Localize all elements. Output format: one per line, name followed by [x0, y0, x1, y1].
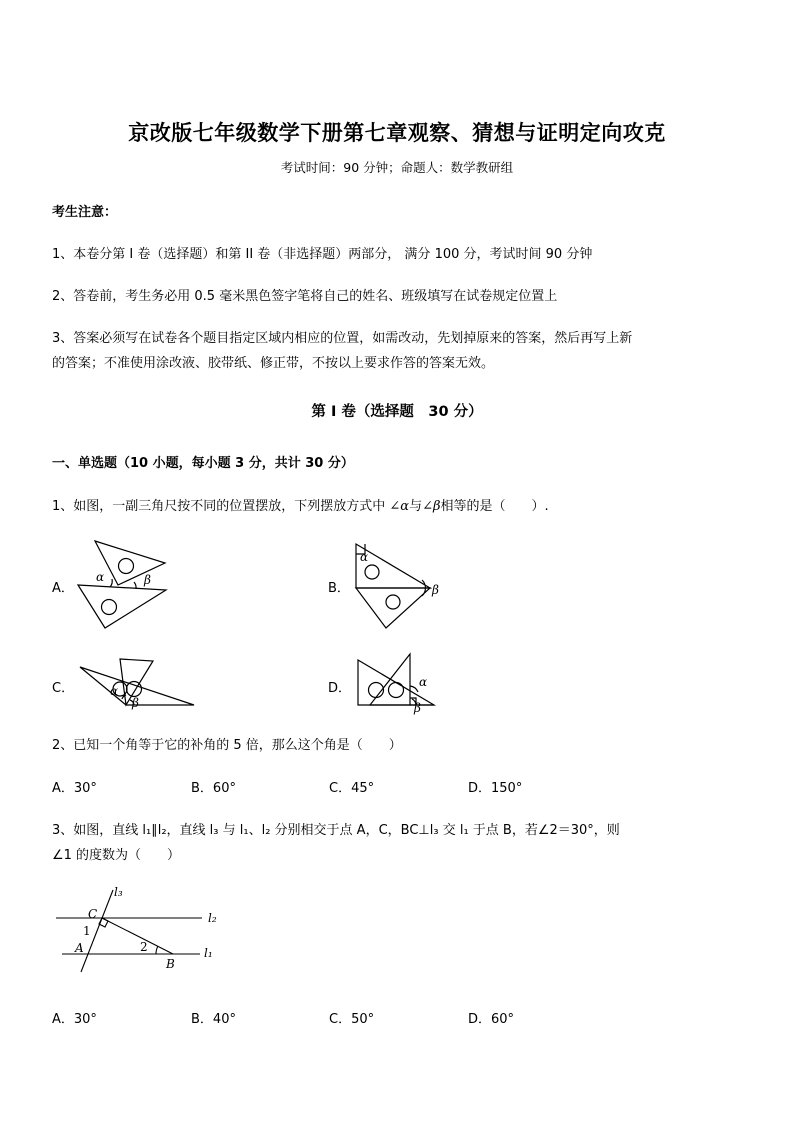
part-heading: 一、单选题（10 小题，每小题 3 分，共计 30 分） — [52, 456, 354, 471]
notice-item-3: 3、答案必须写在试卷各个题目指定区域内相应的位置，如需改动，先划掉原来的答案，然后再写上新 — [52, 331, 633, 346]
triangle-lower — [356, 588, 430, 628]
q1-figure-d — [352, 650, 462, 715]
circle-right — [127, 682, 142, 697]
beta-label: β — [132, 696, 139, 710]
label-c: C — [88, 907, 98, 921]
section-title: 第 I 卷（选择题 30 分） — [311, 404, 483, 420]
alpha-label: α — [360, 550, 369, 564]
right-angle-mark — [99, 918, 108, 927]
q1-stem-mid: 与 — [409, 499, 423, 514]
q3-option-b[interactable]: B．40° — [191, 1012, 236, 1027]
q1-alpha-angle: ∠α — [389, 499, 410, 514]
exam-info: 考试时间：90 分钟；命题人：数学教研组 — [280, 160, 514, 175]
alpha-label: α — [110, 684, 119, 698]
triangle-upper — [95, 541, 165, 585]
segment-bc — [102, 918, 173, 954]
q1-figure-a — [70, 535, 180, 635]
notice-heading: 考生注意： — [52, 205, 118, 220]
q1-figure-c — [70, 655, 200, 710]
alpha-label: α — [419, 675, 428, 689]
beta-label: β — [144, 573, 151, 587]
q1-figure-b — [348, 540, 458, 635]
triangle-lower — [78, 585, 166, 628]
question-1-stem — [52, 495, 549, 514]
q3-figure — [50, 882, 230, 972]
label-b: B — [166, 957, 175, 971]
alpha-arc — [110, 579, 112, 587]
notice-item-2: 2、答卷前，考生务必用 0.5 毫米黑色签字笔将自己的姓名、班级填写在试卷规定位置上 — [52, 289, 558, 304]
q1-stem-start: 1、如图，一副三角尺按不同的位置摆放，下列摆放方式中 — [52, 499, 390, 514]
q2-option-b[interactable]: B．60° — [191, 781, 236, 796]
notice-item-3-cont: 的答案；不准使用涂改液、胶带纸、修正带，不按以上要求作答的答案无效。 — [52, 356, 495, 371]
circle-upper — [365, 565, 379, 579]
q1-beta-angle: ∠β — [422, 499, 441, 514]
circle-lower — [102, 600, 117, 615]
question-3-stem-line-1: 3、如图，直线 l₁∥l₂，直线 l₃ 与 l₁、l₂ 分别相交于点 A，C，BC⊥l₃ 交 l₁ 于点 B，若∠2＝30°，则 — [52, 823, 620, 838]
label-l2: l₂ — [208, 911, 217, 925]
beta-label: β — [414, 701, 421, 715]
q1-option-a[interactable]: A． — [52, 581, 74, 596]
question-3-stem-line-2: ∠1 的度数为（ ） — [52, 848, 181, 863]
label-l1: l₁ — [204, 946, 213, 960]
beta-label: β — [432, 583, 439, 597]
notice-item-1: 1、本卷分第 I 卷（选择题）和第 II 卷（非选择题）两部分， 满分 100 分，考试时间 90 分钟 — [52, 247, 593, 262]
q2-option-a[interactable]: A．30° — [52, 781, 97, 796]
alpha-label: α — [96, 570, 105, 584]
label-a: A — [75, 941, 84, 955]
circle-right — [389, 683, 404, 698]
page-title: 京改版七年级数学下册第七章观察、猜想与证明定向攻克 — [128, 120, 666, 145]
q2-option-c[interactable]: C．45° — [329, 781, 375, 796]
q1-option-d[interactable]: D． — [328, 681, 352, 696]
circle-upper — [119, 559, 134, 574]
label-1: 1 — [83, 924, 91, 938]
question-2-stem: 2、已知一个角等于它的补角的 5 倍，那么这个角是（ ） — [52, 738, 402, 753]
q3-option-c[interactable]: C．50° — [329, 1012, 375, 1027]
angle-2-arc — [156, 946, 158, 954]
q1-option-c[interactable]: C． — [52, 681, 75, 696]
q2-option-d[interactable]: D．150° — [468, 781, 523, 796]
q1-option-b[interactable]: B． — [328, 581, 350, 596]
q3-option-a[interactable]: A．30° — [52, 1012, 97, 1027]
label-l3: l₃ — [114, 885, 123, 899]
q1-stem-end: 相等的是（ ）. — [440, 499, 549, 514]
circle-lower — [386, 595, 400, 609]
q3-option-d[interactable]: D．60° — [468, 1012, 515, 1027]
label-2: 2 — [140, 940, 148, 954]
